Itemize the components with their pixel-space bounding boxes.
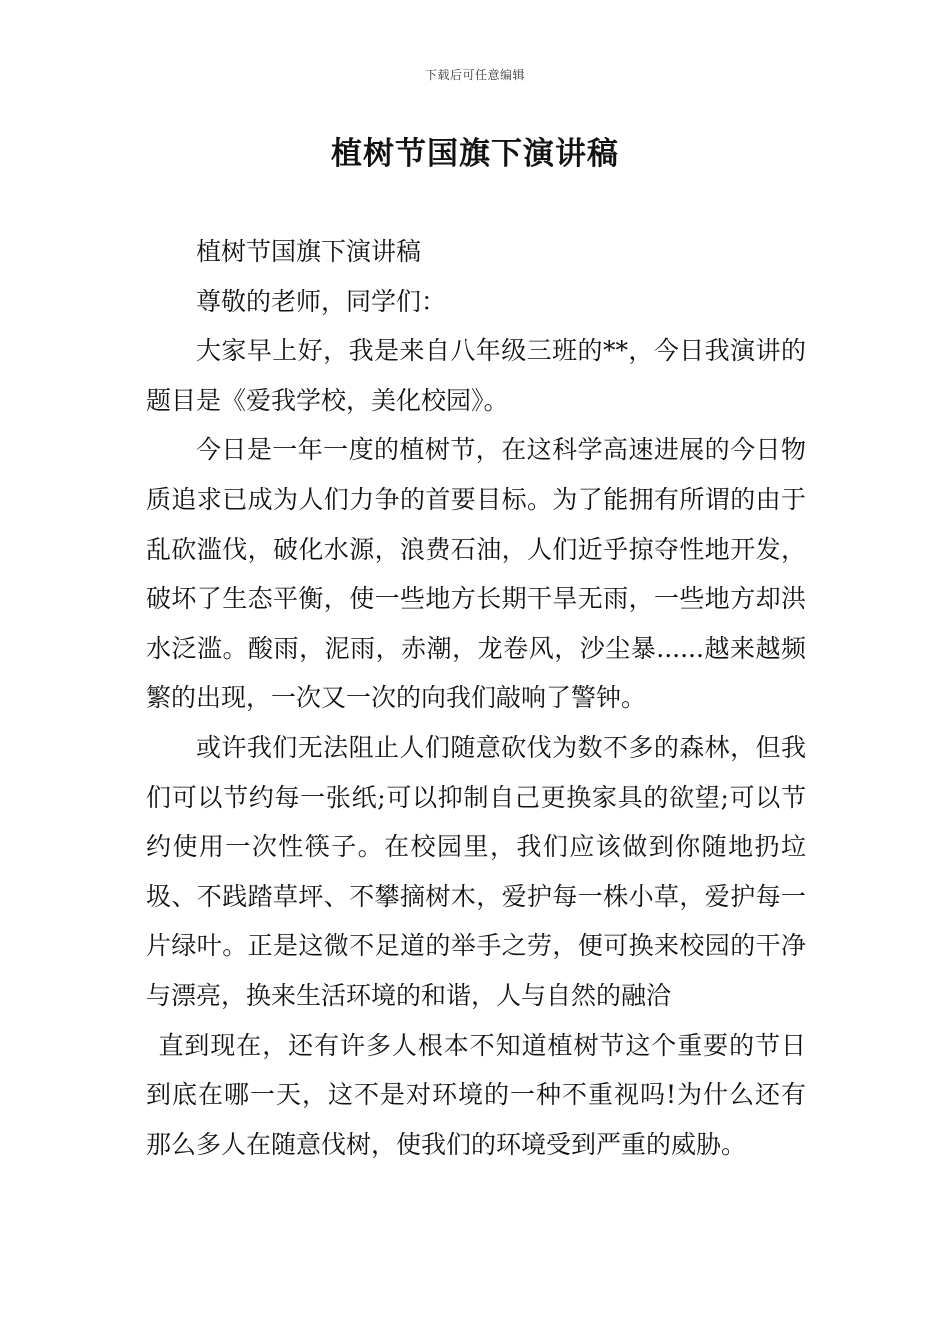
paragraph-conclusion: 直到现在，还有许多人根本不知道植树节这个重要的节日到底在哪一天，这不是对环境的一种不重视吗!为什么还有那么多人在随意伐树，使我们的环境受到严重的威胁。 [146,1030,806,1159]
document-title: 植树节国旗下演讲稿 [331,136,619,172]
paragraph-arbor-day: 今日是一年一度的植树节，在这科学高速进展的今日物质追求已成为人们力争的首要目标。为了能拥有所谓的由于乱砍滥伐，破化水源，浪费石油，人们近乎掠夺性地开发，破坏了生态平衡，使一些地方长期干旱无雨，一些地方却洪水泛滥。酸雨，泥雨，赤潮，龙卷风，沙尘暴......越来越频繁的出现，一次又一次的向我们敲响了警钟。 [146,435,806,713]
document-body [146,227,806,1169]
header-note: 下载后可任意编辑 [424,68,525,82]
paragraph-subtitle: 植树节国旗下演讲稿 [196,237,422,266]
paragraph-actions: 或许我们无法阻止人们随意砍伐为数不多的森林，但我们可以节约每一张纸;可以抑制自己更换家具的欲望;可以节约使用一次性筷子。在校园里，我们应该做到你随地扔垃圾、不践踏草坪、不攀摘树木，爱护每一株小草，爱护每一片绿叶。正是这微不足道的举手之劳，便可换来校园的干净与漂亮，换来生活环境的和谐，人与自然的融洽 [146,732,806,1010]
paragraph-salutation: 尊敬的老师，同学们： [196,286,447,316]
paragraph-introduction: 大家早上好，我是来自八年级三班的**，今日我演讲的题目是《爱我学校，美化校园》。 [146,336,806,415]
